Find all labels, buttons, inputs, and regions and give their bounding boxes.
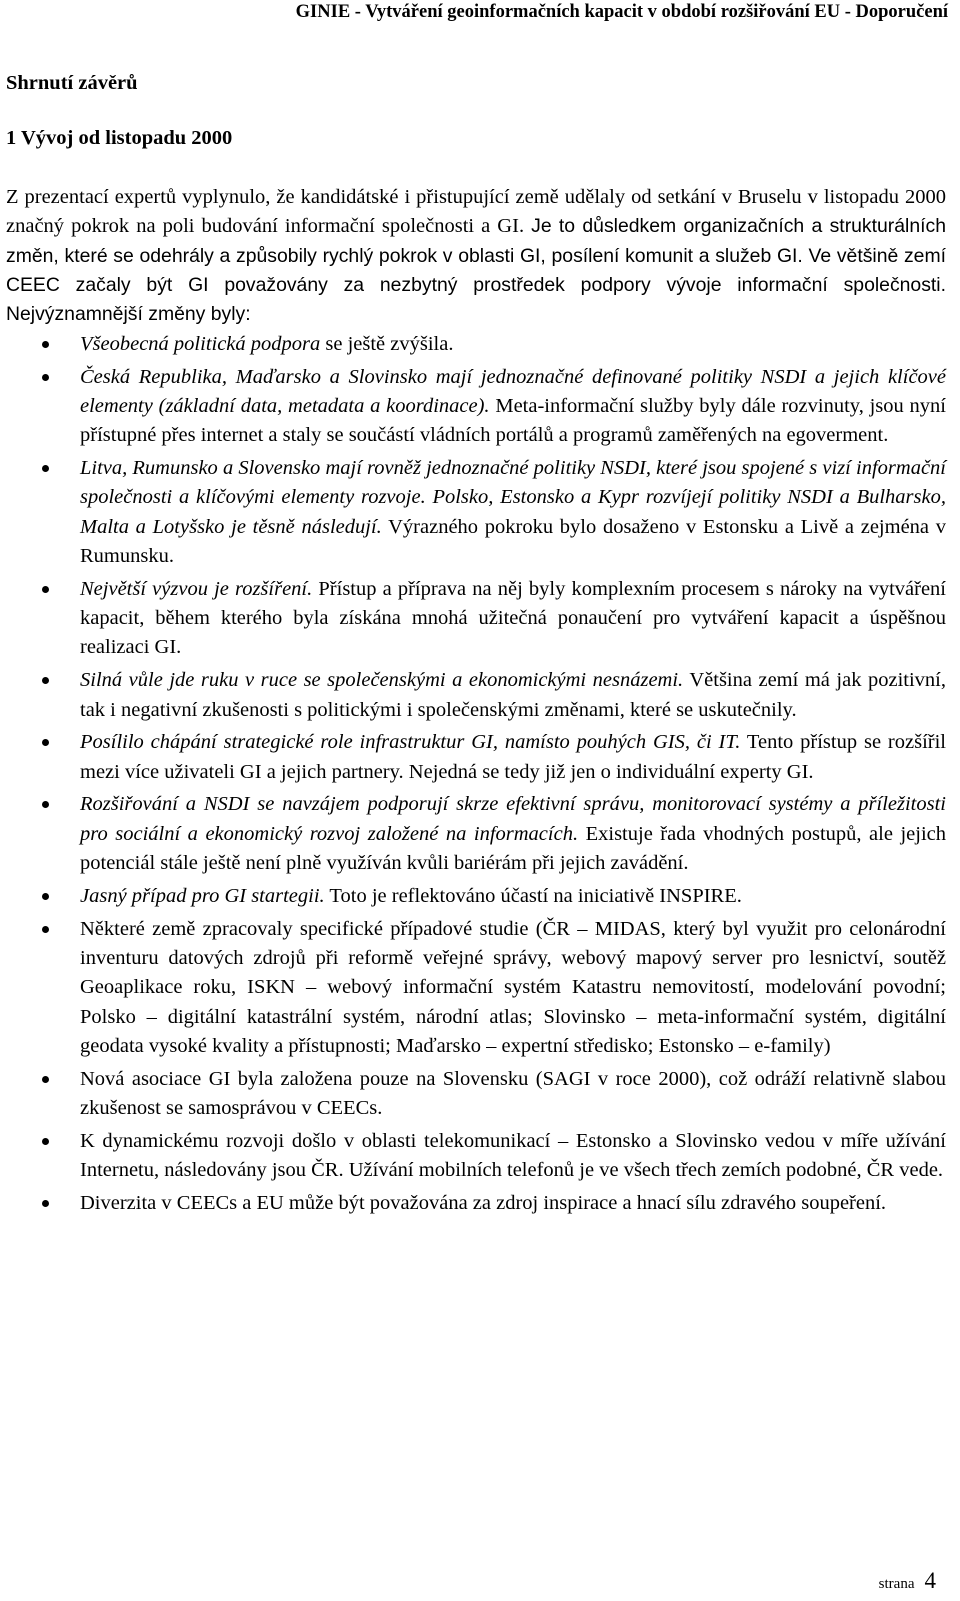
- item-text: Toto je reflektováno účastí na iniciativě INSPIRE.: [324, 884, 742, 907]
- bullet-icon: [42, 677, 49, 684]
- list-item: [6, 454, 946, 571]
- item-text: Výrazného pokroku bylo dosaženo v Estonsku a Livě a zejména v Rumunsku.: [80, 515, 946, 568]
- list-item: [6, 1065, 946, 1124]
- bullet-icon: [42, 341, 49, 348]
- bullet-icon: [42, 739, 49, 746]
- summary-heading: Shrnutí závěrů: [6, 72, 138, 94]
- page-footer: [879, 1568, 936, 1594]
- item-text: Většina zemí má jak pozitivní, tak i negativní zkušenosti s politickými i společenskými změnami, které se uskutečnily.: [80, 669, 946, 721]
- item-emphasis: Česká Republika, Maďarsko a Slovinsko mají jednoznačné definované politiky NSDI a jejich klíčové elementy (základní data, metadata a koordinace).: [80, 365, 946, 418]
- bullet-icon: [42, 801, 49, 808]
- list-item: [6, 575, 946, 663]
- item-emphasis: Litva, Rumunsko a Slovensko mají rovněž jednoznačné politiky NSDI, které jsou spojené s vizí informační společnosti a klíčovými elementy rozvoje. Polsko, Estonsko a Kypr rozvíjejí politiky NSDI a Bulharsko, Malta a Lotyšsko je těsně následují.: [80, 457, 946, 538]
- list-item: [6, 1189, 946, 1218]
- bullet-icon: [42, 465, 49, 472]
- item-emphasis: Jasný případ pro GI startegii.: [80, 884, 325, 907]
- item-text: K dynamickému rozvoji došlo v oblasti telekomunikací – Estonsko a Slovinsko vedou v míře užívání Internetu, následovány jsou ČR. Užívání mobilních telefonů je ve všech třech zemích podobné, ČR vede.: [80, 1129, 946, 1182]
- page-label: strana: [878, 1576, 915, 1592]
- item-emphasis: Největší výzvou je rozšíření.: [80, 577, 313, 600]
- item-emphasis: Silná vůle jde ruku v ruce se společenskými a ekonomickými nesnázemi.: [80, 669, 684, 692]
- list-item: [6, 330, 946, 359]
- list-item: [6, 915, 946, 1061]
- changes-list: [6, 330, 946, 1222]
- list-item: [6, 363, 946, 451]
- list-item: [6, 882, 946, 911]
- list-item: [6, 728, 946, 787]
- intro-serif-text: Z prezentací expertů vyplynulo, že kandidátské i přistupující země udělaly od setkání v Bruselu v listopadu 2000 značný pokrok na poli budování informační společnosti a GI.: [6, 186, 946, 238]
- bullet-icon: [42, 1076, 49, 1083]
- bullet-icon: [42, 586, 49, 593]
- bullet-icon: [42, 893, 49, 900]
- intro-sans-text: Je to důsledkem organizačních a strukturálních změn, které se odehrály a způsobily rychlý pokrok v oblasti GI, posílení komunit a služeb GI. Ve většině zemí CEEC začaly být GI považovány za nezbytný prostředek podpory vývoje informační společnosti. Nejvýznamnější změny byly:: [6, 215, 946, 326]
- bullet-icon: [42, 1200, 49, 1207]
- intro-paragraph: [6, 183, 946, 329]
- item-text: Přístup a příprava na něj byly komplexním procesem s nároky na vytváření kapacit, během kterého byla získána mnohá užitečná ponaučení pro vytváření kapacit a úspěšnou realizaci GI.: [80, 577, 946, 659]
- section-heading: 1 Vývoj od listopadu 2000: [6, 127, 233, 149]
- item-text: Existuje řada vhodných postupů, ale jejich potenciál stále ještě není plně využíván kvůli bariérám při jejich zavádění.: [80, 822, 947, 875]
- item-text: Nová asociace GI byla založena pouze na Slovensku (SAGI v roce 2000), což odráží relativně slabou zkušenost se samosprávou v CEECs.: [80, 1067, 946, 1119]
- item-emphasis: Posílilo chápání strategické role infrastruktur GI, namísto pouhých GIS, či IT.: [80, 731, 741, 754]
- item-text: Tento přístup se rozšířil mezi více uživateli GI a jejich partnery. Nejedná se tedy již jen o individuální experty GI.: [80, 731, 946, 783]
- bullet-icon: [42, 374, 49, 381]
- item-text: Některé země zpracovaly specifické případové studie (ČR – MIDAS, který byl využit pro celonárodní inventuru datových zdrojů při reformě veřejné správy, webový mapový server pro lesnictví, soutěž Geoaplikace roku, ISKN – webový informační systém Katastru nemovitostí, modelování povodní; Polsko – digitální katastrální systém, národní atlas; Slovinsko – meta-informační systém, digitální geodata vysoké kvality a přístupnosti; Maďarsko – expertní středisko; Estonsko – e-family): [80, 917, 946, 1057]
- list-item: [6, 666, 946, 725]
- running-header: GINIE - Vytváření geoinformačních kapacit v období rozšiřování EU - Doporučení: [295, 2, 948, 22]
- list-item: [6, 790, 946, 878]
- bullet-icon: [42, 926, 49, 933]
- list-item: [6, 1127, 946, 1186]
- item-emphasis: Rozšiřování a NSDI se navzájem podporují skrze efektivní správu, monitorovací systémy a příležitosti pro sociální a ekonomický rozvoj založené na informacích.: [80, 793, 946, 845]
- item-text: Diverzita v CEECs a EU může být považována za zdroj inspirace a hnací sílu zdravého soupeření.: [80, 1191, 887, 1214]
- item-text: se ještě zvýšila.: [320, 333, 454, 355]
- bullet-icon: [42, 1138, 49, 1145]
- item-text: Meta-informační služby byly dále rozvinuty, jsou nyní přístupné přes internet a staly se součástí vládních portálů a programů zaměřených na egoverment.: [80, 395, 946, 447]
- page-number: 4: [924, 1568, 936, 1593]
- item-emphasis: Všeobecná politická podpora: [80, 333, 321, 355]
